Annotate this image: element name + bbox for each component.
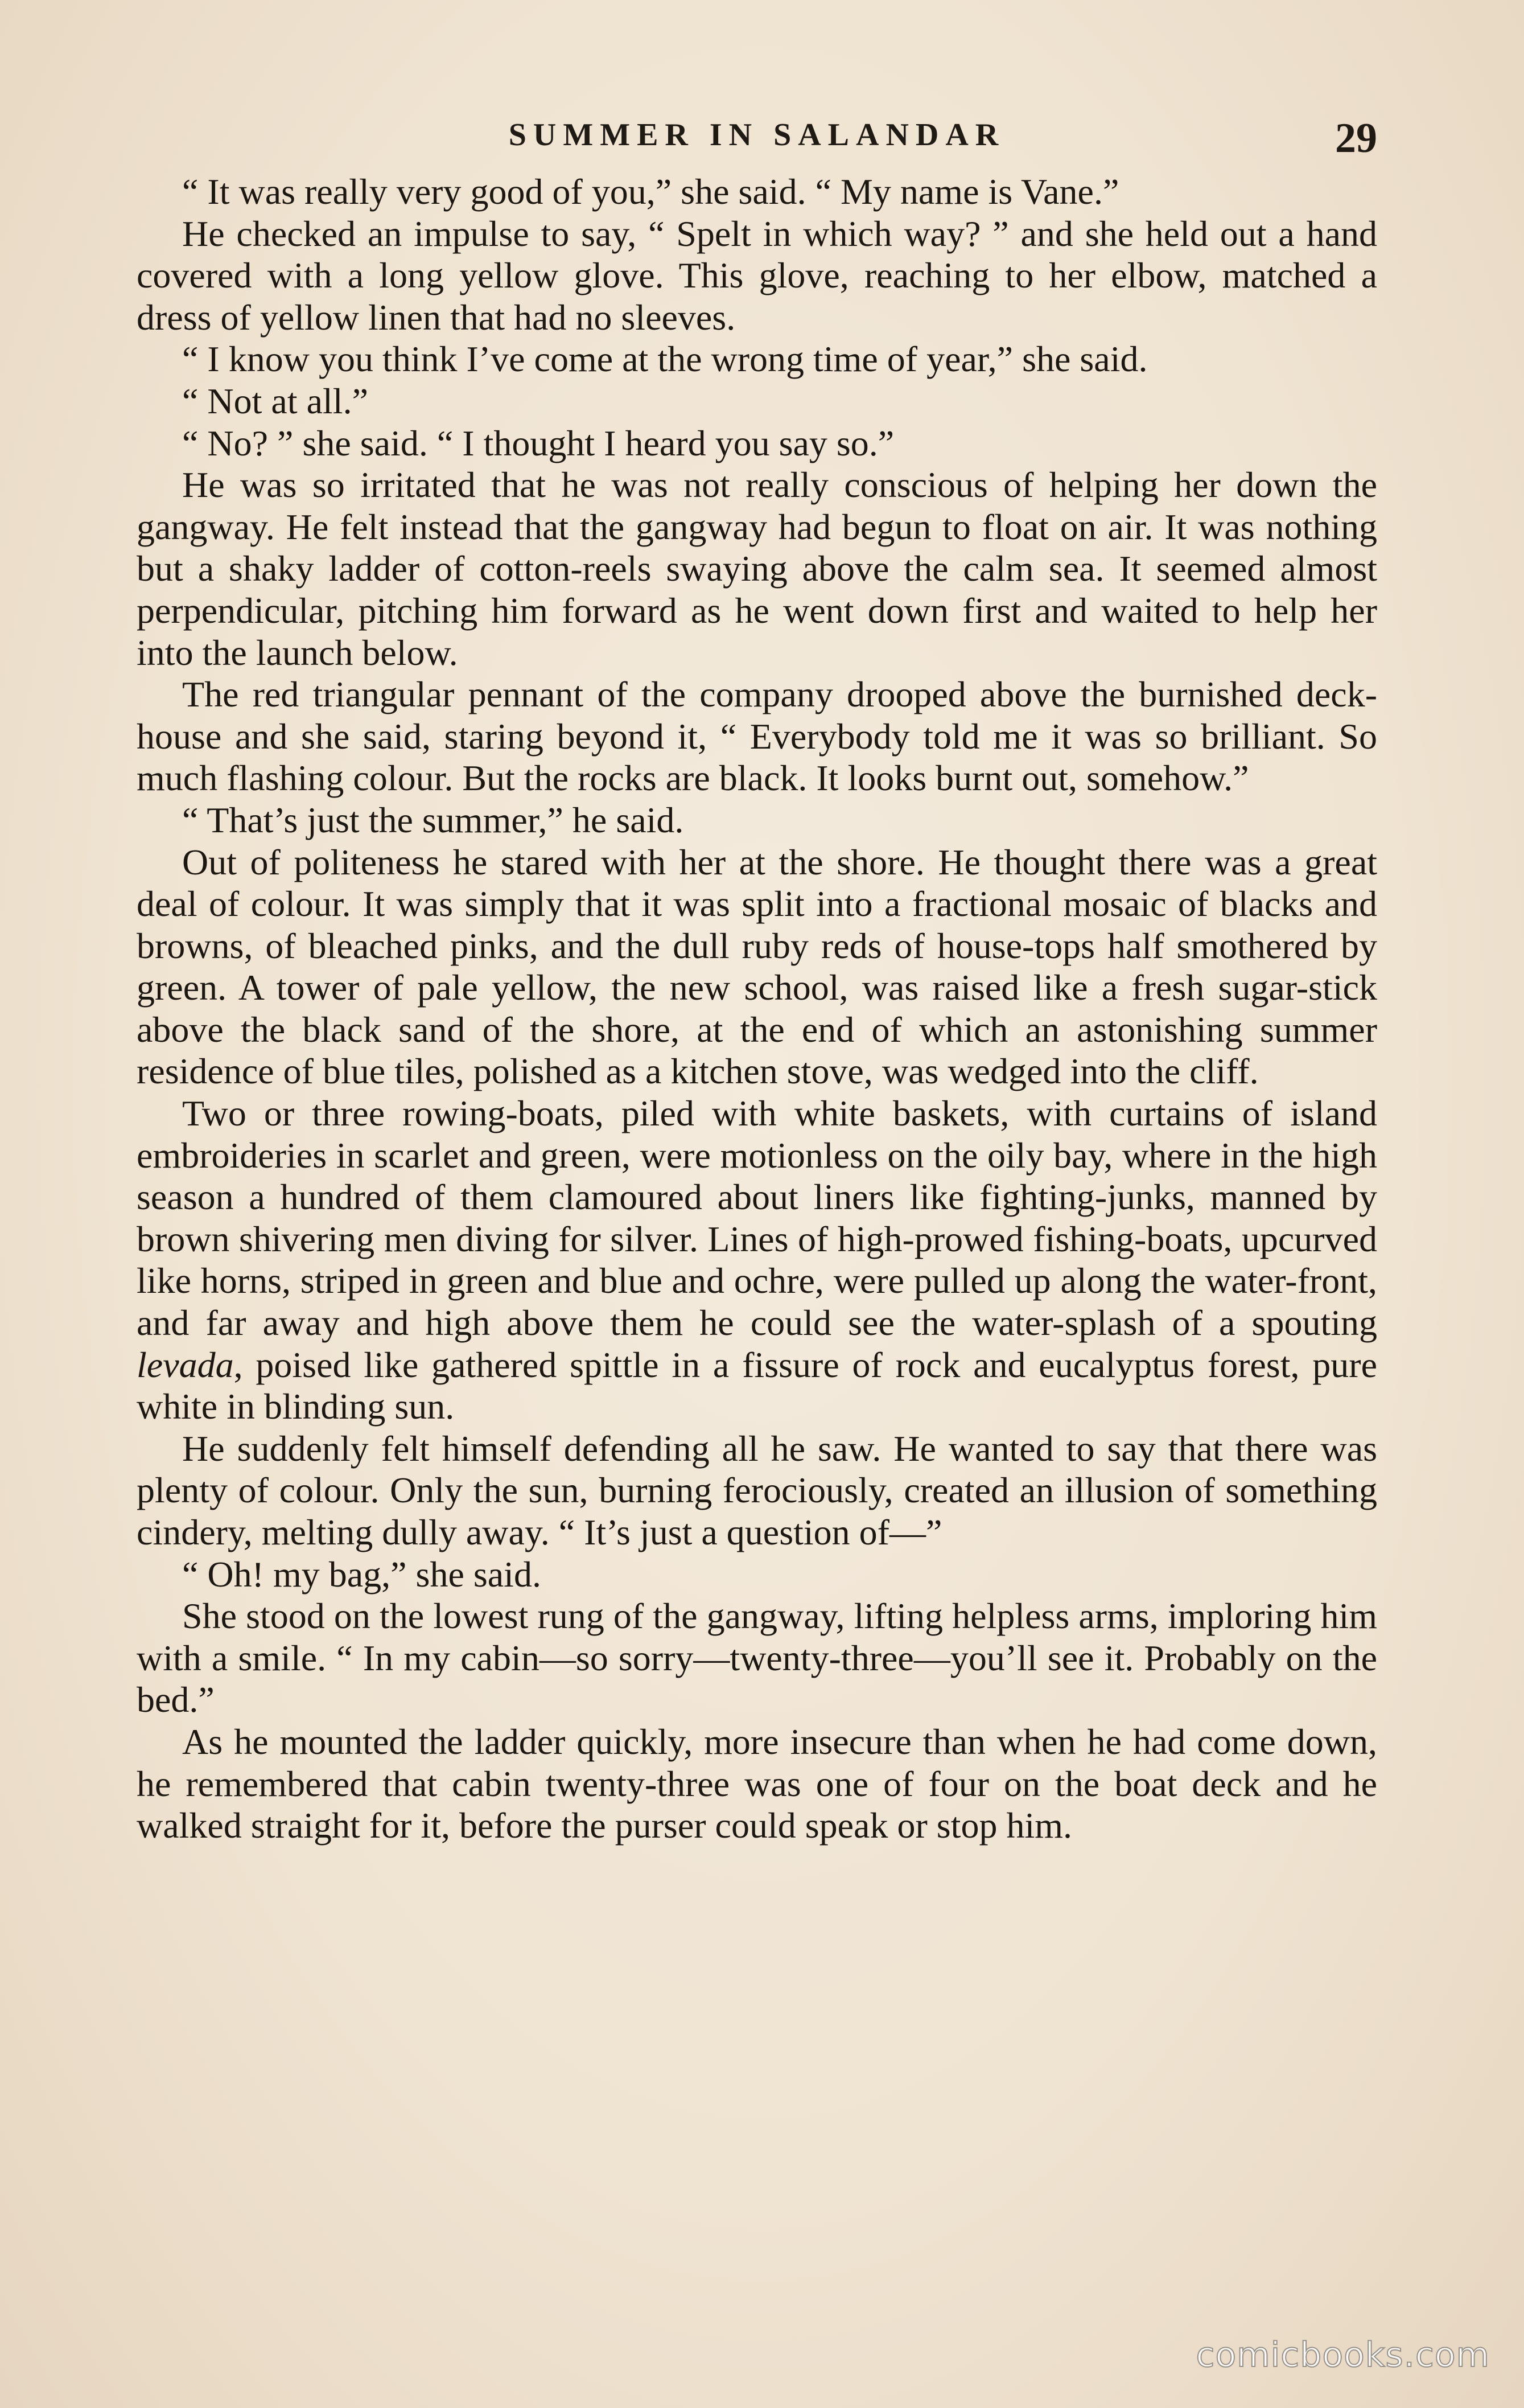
page-header — [137, 117, 1377, 162]
paragraph: “ It was really very good of you,” she said. “ My name is Vane.” — [182, 171, 1119, 212]
page-number: 29 — [1335, 115, 1377, 162]
paragraph: As he mounted the ladder quickly, more insecure than when he had come down, he remembered that cabin twenty-three was one of four on the boat deck and he walked straight for it, before the purser could speak or stop him. — [137, 1721, 1377, 1846]
paragraph: He was so irritated that he was not really conscious of helping her down the gangway. He felt instead that the gangway had begun to float on air. It was nothing but a shaky ladder of cotton-reels swaying above the calm sea. It seemed almost perpendicular, pitching him forward as he went down first and waited to help her into the launch below. — [137, 465, 1377, 673]
paragraph: “ That’s just the summer,” he said. — [182, 799, 684, 840]
paragraph-head: Two or three rowing-boats, piled with white baskets, with curtains of island embroideries in scarlet and green, were motionless on the oily bay, where in the high season a hundred of them clamoured about liners like fighting-junks, manned by brown shivering men diving for silver. Lines of high-prowed fishing-boats, upcurved like horns, striped in green and blue and ochre, were pulled up along the water-front, and far away and high above them he could see the water-splash of a spouting — [137, 1093, 1377, 1343]
paragraph: Out of politeness he stared with her at the shore. He thought there was a great deal of colour. It was simply that it was split into a fractional mosaic of blacks and browns, of bleached pinks, and the dull ruby reds of house-tops half smothered by green. A tower of pale yellow, the new school, was raised like a fresh sugar-stick above the black sand of the shore, at the end of which an astonishing summer residence of blue tiles, polished as a kitchen stove, was wedged into the cliff. — [137, 841, 1377, 1092]
paragraph: He checked an impulse to say, “ Spelt in which way? ” and she held out a hand covered with a long yellow glove. This glove, reaching to her elbow, matched a dress of yellow linen that had no sleeves. — [137, 213, 1377, 338]
paragraph-with-italic — [137, 1092, 1377, 1428]
italic-word: levada — [137, 1344, 234, 1385]
paragraph: She stood on the lowest rung of the gangway, lifting helpless arms, imploring him with a smile. “ In my cabin—so sorry—twenty-three—you’ll see it. Probably on the bed.” — [137, 1596, 1377, 1720]
paragraph: He suddenly felt himself defending all he saw. He wanted to say that there was plenty of colour. Only the sun, burning ferociously, created an illusion of something cindery, melting dully away. “ It’s just a question of—” — [137, 1428, 1377, 1552]
body-text — [137, 171, 1377, 1847]
paragraph: “ Oh! my bag,” she said. — [182, 1554, 541, 1595]
watermark: comicbooks.com — [1196, 2335, 1490, 2375]
paragraph: “ No? ” she said. “ I thought I heard you say so.” — [182, 422, 895, 463]
running-title: SUMMER IN SALANDAR — [508, 117, 1006, 153]
paragraph: “ I know you think I’ve come at the wrong time of year,” she said. — [182, 339, 1148, 380]
paragraph: “ Not at all.” — [182, 380, 368, 421]
paragraph-tail: , poised like gathered spittle in a fissure of rock and eucalyptus forest, pure white in blinding sun. — [137, 1344, 1377, 1427]
paragraph: The red triangular pennant of the company drooped above the burnished deck-house and she said, staring beyond it, “ Everybody told me it was so brilliant. So much flashing colour. But the rocks are black. It looks burnt out, somehow.” — [137, 674, 1377, 799]
